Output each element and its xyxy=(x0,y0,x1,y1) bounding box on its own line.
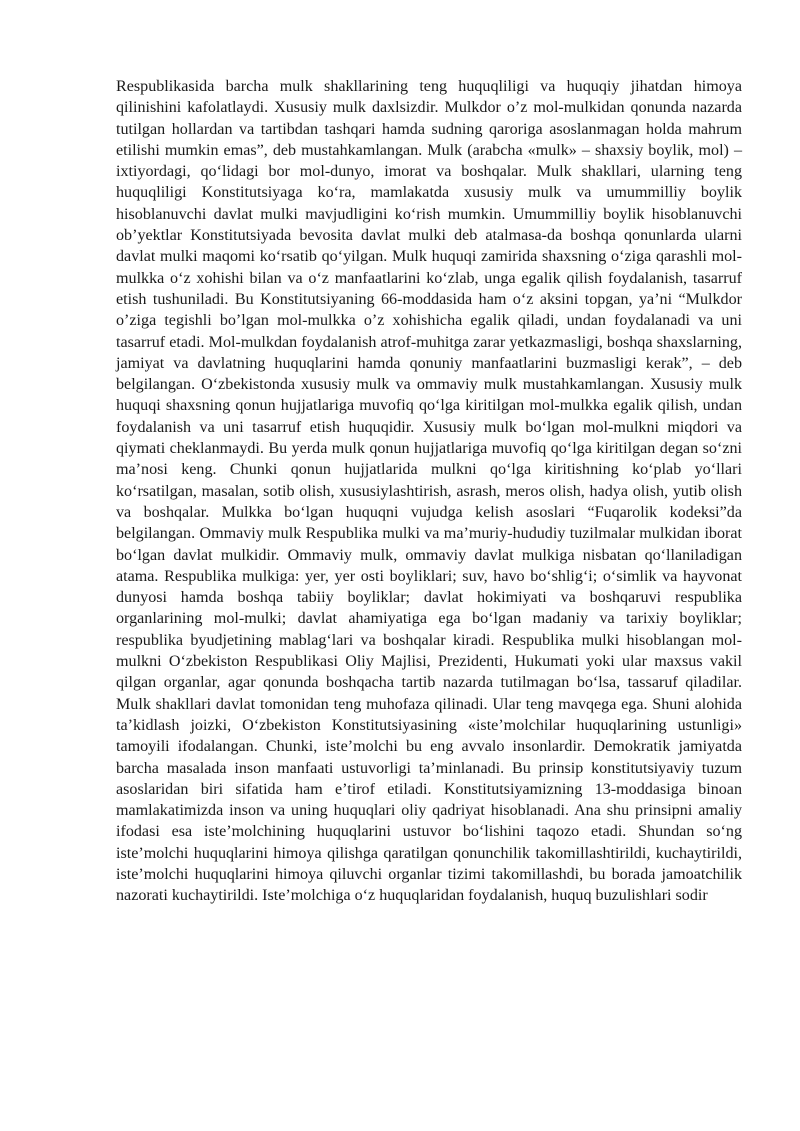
body-paragraph: Respublikasida barcha mulk shakllarining teng huquqliligi va huquqiy jihatdan himoya qilinishini kafolatlaydi. Xususiy mulk daxlsizdir. Mulkdor o’z mol-mulkidan qonunda nazarda tutilgan hollardan va tartibdan tashqari hamda sudning qaroriga asoslanmagan holda mahrum etilishi mumkin emas”, deb mustahkamlangan. Mulk (arabcha «mulk» – shaxsiy boylik, mol) – ixtiyordagi, qo‘lidagi bor mol-dunyo, imorat va boshqalar. Mulk shakllari, ularning teng huquqliligi Konstitutsiyaga ko‘ra, mamlakatda xususiy mulk va umummilliy boylik hisoblanuvchi davlat mulki mavjudligini ko‘rish mumkin. Umummilliy boylik hisoblanuvchi ob’yektlar Konstitutsiyada bevosita davlat mulki deb atalmasa-da boshqa qonunlarda ularni davlat mulki maqomi ko‘rsatib qo‘yilgan. Mulk huquqi zamirida shaxsning o‘ziga qarashli mol-mulkka o‘z xohishi bilan va o‘z manfaatlarini ko‘zlab, unga egalik qilish foydalanish, tasarruf etish tushuniladi. Bu Konstitutsiyaning 66-moddasida ham o‘z aksini topgan, ya’ni “Mulkdor o’ziga tegishli bo’lgan mol-mulkka o’z xohishicha egalik qiladi, undan foydalanadi va uni tasarruf etadi. Mol-mulkdan foydalanish atrof-muhitga zarar yetkazmasligi, boshqa shaxslarning, jamiyat va davlatning huquqlarini hamda qonuniy manfaatlarini buzmasligi kerak”, – deb belgilangan. O‘zbekistonda xususiy mulk va ommaviy mulk mustahkamlangan. Xususiy mulk huquqi shaxsning qonun hujjatlariga muvofiq qo‘lga kiritilgan mol-mulkka egalik qilish, undan foydalanish va uni tasarruf etish huquqidir. Xususiy mulk bo‘lgan mol-mulkni miqdori va qiymati cheklanmaydi. Bu yerda mulk qonun hujjatlariga muvofiq qo‘lga kiritilgan degan so‘zni ma’nosi keng. Chunki qonun hujjatlarida mulkni qo‘lga kiritishning ko‘plab yo‘llari ko‘rsatilgan, masalan, sotib olish, xususiylashtirish, asrash, meros olish, hadya olish, yutib olish va boshqalar. Mulkka bo‘lgan huquqni vujudga kelish asoslari “Fuqarolik kodeksi”da belgilangan. Ommaviy mulk Respublika mulki va ma’muriy-hududiy tuzilmalar mulkidan iborat bo‘lgan davlat mulkidir. Ommaviy mulk, ommaviy davlat mulkiga nisbatan qo‘llaniladigan atama. Respublika mulkiga: yer, yer osti boyliklari; suv, havo bo‘shlig‘i; o‘simlik va hayvonat dunyosi hamda boshqa tabiiy boyliklar; davlat hokimiyati va boshqaruvi respublika organlarining mol-mulki; davlat ahamiyatiga ega bo‘lgan madaniy va tarixiy boyliklar; respublika byudjetining mablag‘lari va boshqalar kiradi. Respublika mulki hisoblangan mol-mulkni O‘zbekiston Respublikasi Oliy Majlisi, Prezidenti, Hukumati yoki ular maxsus vakil qilgan organlar, agar qonunda boshqacha tartib nazarda tutilmagan bo‘lsa, tassaruf qiladilar. Mulk shakllari davlat tomonidan teng muhofaza qilinadi. Ular teng mavqega ega. Shuni alohida ta’kidlash joizki, O‘zbekiston Konstitutsiyasining «iste’molchilar huquqlarining ustunligi» tamoyili ifodalangan. Chunki, iste’molchi bu eng avvalo insonlardir. Demokratik jamiyatda barcha masalada inson manfaati ustuvorligi ta’minlanadi. Bu prinsip konstitutsiyaviy tuzum asoslaridan biri sifatida ham e’tirof etiladi. Konstitutsiyamizning 13-moddasiga binoan mamlakatimizda inson va uning huquqlari oliy qadriyat hisoblanadi. Ana shu prinsipni amaliy ifodasi esa iste’molchining huquqlarini ustuvor bo‘lishini taqozo etadi. Shundan so‘ng iste’molchi huquqlarini himoya qilishga qaratilgan qonunchilik takomillashtirildi, kuchaytirildi, iste’molchi huquqlarini himoya qiluvchi organlar tizimi takomillashdi, bu borada jamoatchilik nazorati kuchaytirildi. Iste’molchiga o‘z huquqlaridan foydalanish, huquq buzulishlari sodir xyxy=(116,78,742,905)
